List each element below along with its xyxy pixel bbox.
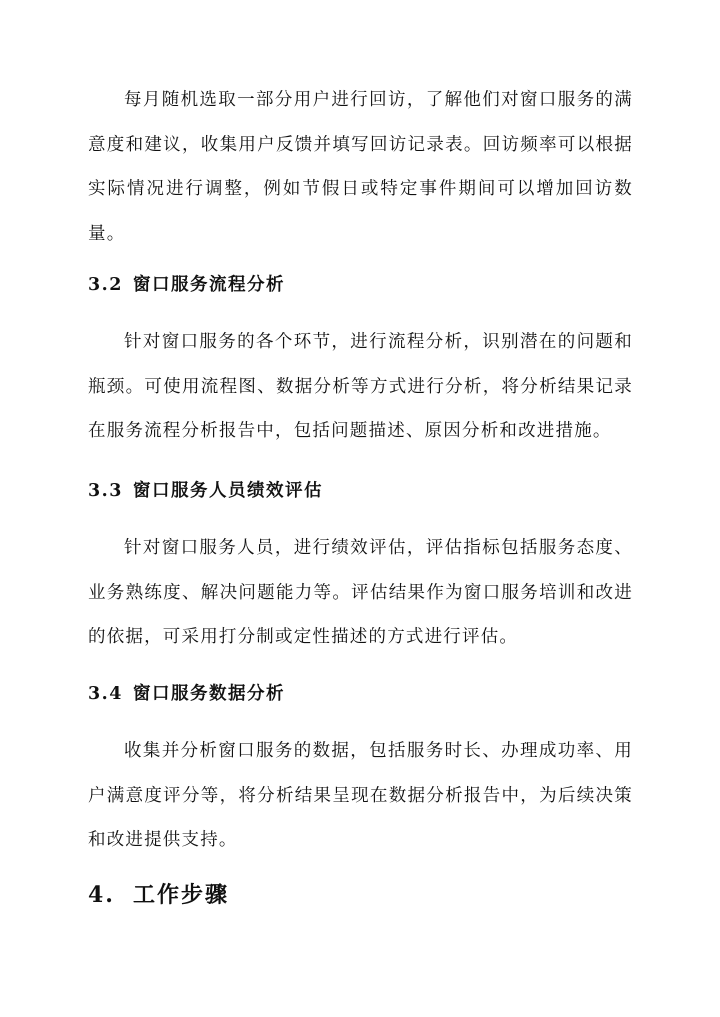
chapter-number: 4. [88,882,115,908]
section-title: 窗口服务流程分析 [132,275,285,295]
chapter-title: 工作步骤 [132,882,229,908]
section-body-3-4: 收集并分析窗口服务的数据，包括服务时长、办理成功率、用户满意度评分等，将分析结果呈现在数据分析报告中，为后续决策和改进提供支持。 [88,741,633,850]
section-number: 3.4 [88,684,123,704]
section-title: 窗口服务人员绩效评估 [132,481,323,501]
section-heading-3-4 [88,682,285,706]
section-number: 3.3 [88,481,123,501]
section-heading-3-3 [88,479,323,503]
section-number: 3.2 [88,275,123,295]
section-body-3-3: 针对窗口服务人员，进行绩效评估，评估指标包括服务态度、业务熟练度、解决问题能力等。评估结果作为窗口服务培训和改进的依据，可采用打分制或定性描述的方式进行评估。 [88,538,633,647]
section-title: 窗口服务数据分析 [132,684,285,704]
intro-paragraph: 每月随机选取一部分用户进行回访，了解他们对窗口服务的满意度和建议，收集用户反馈并填写回访记录表。回访频率可以根据实际情况进行调整，例如节假日或特定事件期间可以增加回访数量。 [88,90,633,244]
section-heading-3-2 [88,273,285,297]
chapter-heading [88,880,229,910]
section-body-3-2: 针对窗口服务的各个环节，进行流程分析，识别潜在的问题和瓶颈。可使用流程图、数据分析等方式进行分析，将分析结果记录在服务流程分析报告中，包括问题描述、原因分析和改进措施。 [88,332,633,441]
